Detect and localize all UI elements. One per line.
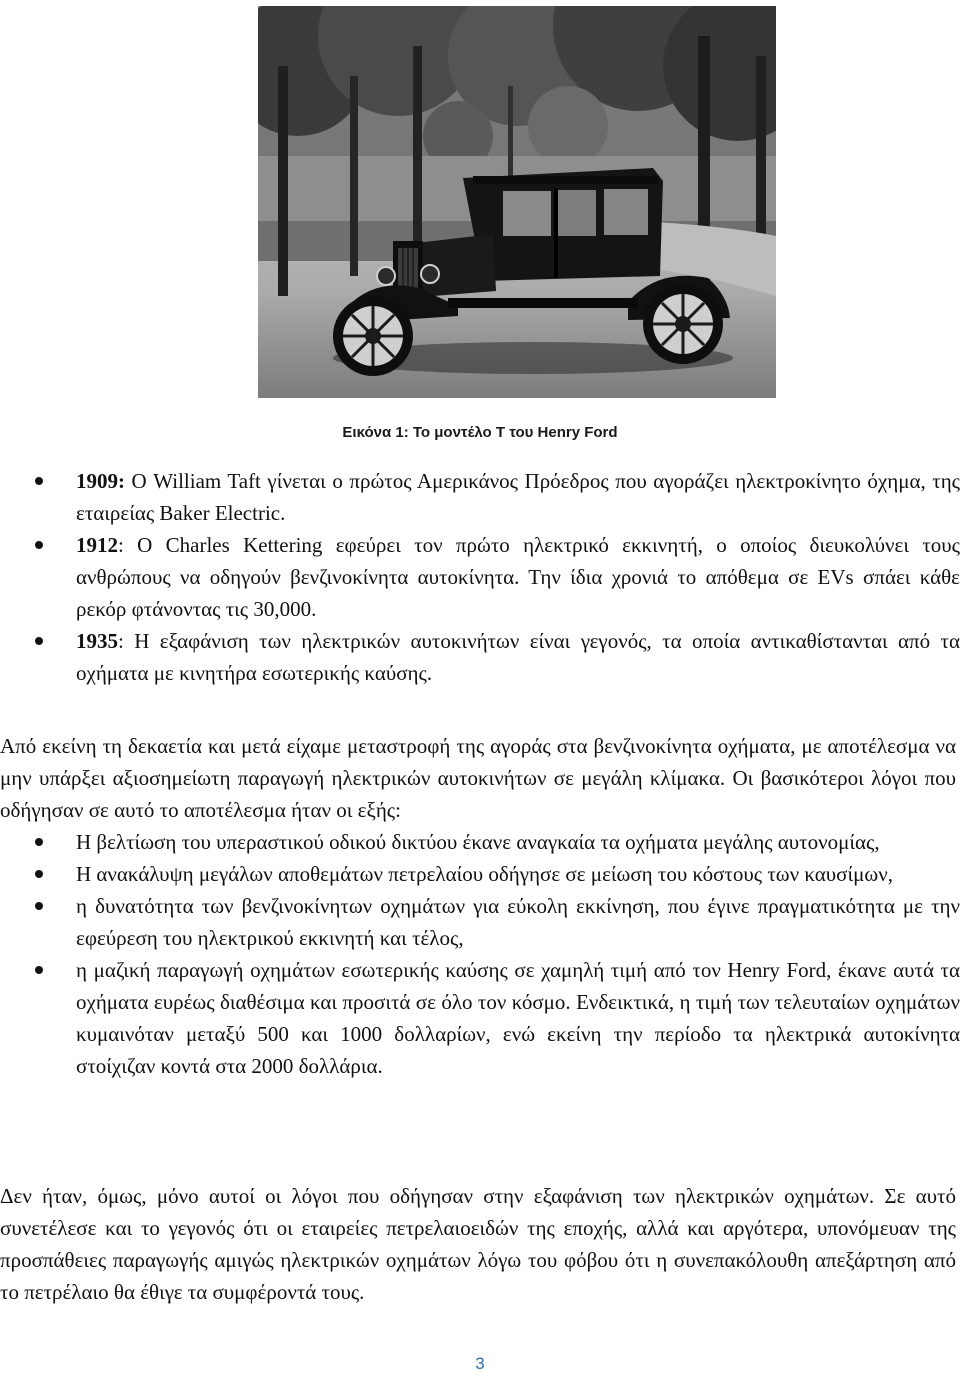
reason-text: η μαζική παραγωγή οχημάτων εσωτερικής καύσης σε χαμηλή τιμή από τον Henry Ford, έκανε αυτά τα οχήματα ευρέως διαθέσιμα και προσιτά σε όλο τον κόσμο. Ενδεικτικά, η τιμή των τελευταίων οχημάτων κυμαινόταν μεταξύ 500 και 1000 δολλαρίων, ενώ εκείνη την περίοδο τα ηλεκτρικά αυτοκίνητα στοίχιζαν κοντά στα 2000 δολλάρια.: [76, 958, 960, 1078]
list-item: [0, 826, 960, 858]
bullet-icon: [35, 870, 43, 878]
bullet-icon: [35, 541, 43, 549]
reason-text: Η βελτίωση του υπεραστικού οδικού δικτύου έκανε αναγκαία τα οχήματα μεγάλης αυτονομίας,: [76, 830, 880, 854]
reason-text: Η ανακάλυψη μεγάλων αποθεμάτων πετρελαίου οδήγησε σε μείωση του κόστους των καυσίμων,: [76, 862, 893, 886]
timeline-list: [0, 465, 960, 689]
body-paragraph: Δεν ήταν, όμως, μόνο αυτοί οι λόγοι που οδήγησαν στην εξαφάνιση των ηλεκτρικών οχημάτων. Σε αυτό συνετέλεσε και το γεγονός ότι οι εταιρείες πετρελαιοειδών της εποχής, αλλά και αργότερα, υπονόμευαν της προσπάθειες παραγωγής αμιγώς ηλεκτρικών οχημάτων λόγω του φόβου ότι η συνεπακόλουθη απεξάρτηση από το πετρέλαιο θα έθιγε τα συμφέροντά τους.: [0, 1184, 956, 1304]
list-item: [0, 858, 960, 890]
timeline-text: : Η εξαφάνιση των ηλεκτρικών αυτοκινήτων είναι γεγονός, τα οποία αντικαθίστανται από τα οχήματα με κινητήρα εσωτερικής καύσης.: [76, 629, 960, 685]
list-item: [0, 954, 960, 1082]
figure-caption: Εικόνα 1: Το μοντέλο Τ του Henry Ford: [342, 424, 618, 441]
bullet-icon: [35, 838, 43, 846]
bullet-icon: [35, 966, 43, 974]
timeline-year: 1935: [76, 629, 118, 653]
body-paragraph: Από εκείνη τη δεκαετία και μετά είχαμε μεταστροφή της αγοράς στα βενζινοκίνητα οχήματα, με αποτέλεσμα να μην υπάρξει αξιοσημείωτη παραγωγή ηλεκτρικών αυτοκινήτων σε μεγάλη κλίμακα. Οι βασικότεροι λόγοι που οδήγησαν σε αυτό το αποτέλεσμα ήταν οι εξής:: [0, 734, 956, 822]
list-item: [0, 625, 960, 689]
timeline-text: : Ο Charles Kettering εφεύρει τον πρώτο ηλεκτρικό εκκινητή, ο οποίος διευκολύνει τους ανθρώπους να οδηγούν βενζινοκίνητα αυτοκίνητα. Την ίδια χρονιά το απόθεμα σε EVs σπάει κάθε ρεκόρ φτάνοντας τις 30,000.: [76, 533, 960, 621]
list-item: [0, 465, 960, 529]
closing-section: [0, 1180, 960, 1308]
model-t-photo: [258, 6, 776, 398]
list-item: [0, 529, 960, 625]
bullet-icon: [35, 902, 43, 910]
page-number: 3: [475, 1354, 485, 1373]
list-item: [0, 890, 960, 954]
reasons-section: [0, 730, 960, 1082]
bullet-icon: [35, 637, 43, 645]
bullet-icon: [35, 477, 43, 485]
timeline-section: [0, 465, 960, 689]
reasons-list: [0, 826, 960, 1082]
timeline-year: 1912: [76, 533, 118, 557]
timeline-year: 1909:: [76, 469, 125, 493]
timeline-text: Ο William Taft γίνεται ο πρώτος Αμερικάνος Πρόεδρος που αγοράζει ηλεκτροκίνητο όχημα, της εταιρείας Baker Electric.: [76, 469, 960, 525]
reason-text: η δυνατότητα των βενζινοκίνητων οχημάτων για εύκολη εκκίνηση, που έγινε πραγματικότητα με την εφεύρεση του ηλεκτρικού εκκινητή και τέλος,: [76, 894, 960, 950]
